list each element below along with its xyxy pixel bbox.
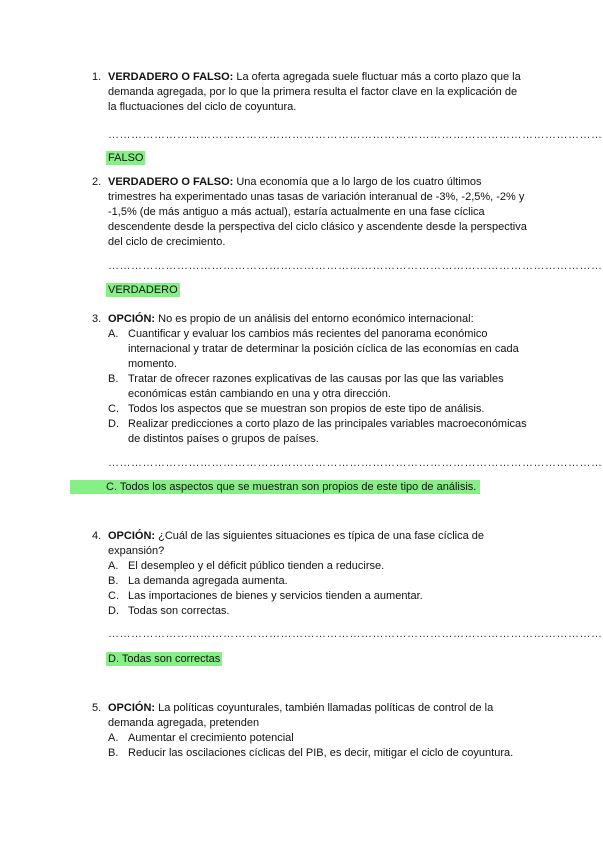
option-text: Tratar de ofrecer razones explicativas de las causas por las que las variables económicas están cambiando en una y otra dirección. xyxy=(128,373,504,400)
option-b xyxy=(108,574,528,589)
option-list xyxy=(92,731,528,761)
question-type: OPCIÓN: xyxy=(108,702,156,714)
answer-highlight: VERDADERO xyxy=(108,284,178,296)
option-letter: A. xyxy=(108,560,119,572)
question-2 xyxy=(92,175,528,250)
answer-highlight: C. Todos los aspectos que se muestran son propios de este tipo de análisis. xyxy=(70,480,480,494)
option-text: Reducir las oscilaciones cíclicas del PIB, es decir, mitigar el ciclo de coyuntura. xyxy=(128,747,514,759)
question-statement: Una economía que a lo largo de los cuatro últimos trimestres ha experimentado unas tasas de variación interanual de -3%, -2,5%, -2% y -1,5% (de más antiguo a más actual), estaría actualmente en una fase cíclica descendente desde la perspectiva del ciclo clásico y ascendente desde la perspectiva del ciclo de crecimiento. xyxy=(108,176,527,248)
question-3 xyxy=(92,312,528,447)
question-statement: ¿Cuál de las siguientes situaciones es típica de una fase cíclica de expansión? xyxy=(108,530,485,557)
option-d xyxy=(108,604,528,619)
question-1 xyxy=(92,70,528,115)
option-letter: C. xyxy=(108,403,119,415)
option-letter: B. xyxy=(108,575,119,587)
option-b xyxy=(108,372,528,402)
option-text: La demanda agregada aumenta. xyxy=(128,575,288,587)
question-text xyxy=(108,312,528,327)
option-b xyxy=(108,746,528,761)
option-list xyxy=(92,559,528,619)
option-list xyxy=(92,327,528,447)
option-letter: A. xyxy=(108,732,119,744)
question-type: VERDADERO O FALSO: xyxy=(108,176,234,188)
option-text: Las importaciones de bienes y servicios tienden a aumentar. xyxy=(128,590,423,602)
answer-line: ………………………………………………………………………………………………………………… xyxy=(108,457,603,469)
option-letter: D. xyxy=(108,605,119,617)
option-text: Todos los aspectos que se muestran son propios de este tipo de análisis. xyxy=(128,403,485,415)
option-text: El desempleo y el déficit público tienden a reducirse. xyxy=(128,560,385,572)
question-statement: La oferta agregada suele fluctuar más a corto plazo que la demanda agregada, por lo que la primera resulta el factor clave en la explicación de la fluctuaciones del ciclo de coyuntura. xyxy=(108,71,521,113)
option-text: Todas son correctas. xyxy=(128,605,230,617)
question-text xyxy=(108,175,528,250)
question-number: 2. xyxy=(92,176,102,188)
question-4 xyxy=(92,529,528,619)
option-letter: D. xyxy=(108,418,119,430)
answer-highlight: FALSO xyxy=(108,152,144,164)
question-5 xyxy=(92,701,528,761)
answer-highlight: D. Todas son correctas xyxy=(108,653,221,665)
question-text xyxy=(108,701,528,731)
option-text: Aumentar el crecimiento potencial xyxy=(128,732,294,744)
question-statement: La políticas coyunturales, también llamadas políticas de control de la demanda agregada, pretenden xyxy=(108,702,494,729)
option-letter: A. xyxy=(108,328,119,340)
option-letter: C. xyxy=(108,590,119,602)
option-letter: B. xyxy=(108,373,119,385)
answer-line: ………………………………………………………………………………………………………………… xyxy=(108,129,603,141)
answer-line: ………………………………………………………………………………………………………………… xyxy=(108,628,603,640)
question-number: 1. xyxy=(92,71,102,83)
question-type: VERDADERO O FALSO: xyxy=(108,71,234,83)
answer-line: ………………………………………………………………………………………………………………… xyxy=(108,260,603,272)
option-text: Cuantificar y evaluar los cambios más recientes del panorama económico internacional y tratar de determinar la posición cíclica de las economías en cada momento. xyxy=(128,328,519,370)
option-letter: B. xyxy=(108,747,119,759)
option-a xyxy=(108,327,528,372)
question-statement: No es propio de un análisis del entorno económico internacional: xyxy=(155,313,474,325)
question-type: OPCIÓN: xyxy=(108,530,156,542)
option-c xyxy=(108,589,528,604)
option-a xyxy=(108,559,528,574)
question-text xyxy=(108,70,528,115)
question-number: 4. xyxy=(92,530,102,542)
question-text xyxy=(108,529,528,559)
option-c xyxy=(108,402,528,417)
option-a xyxy=(108,731,528,746)
option-text: Realizar predicciones a corto plazo de las principales variables macroeconómicas de distintos países o grupos de países. xyxy=(128,418,527,445)
question-type: OPCIÓN: xyxy=(108,313,156,325)
option-d xyxy=(108,417,528,447)
question-number: 3. xyxy=(92,313,102,325)
question-number: 5. xyxy=(92,702,102,714)
